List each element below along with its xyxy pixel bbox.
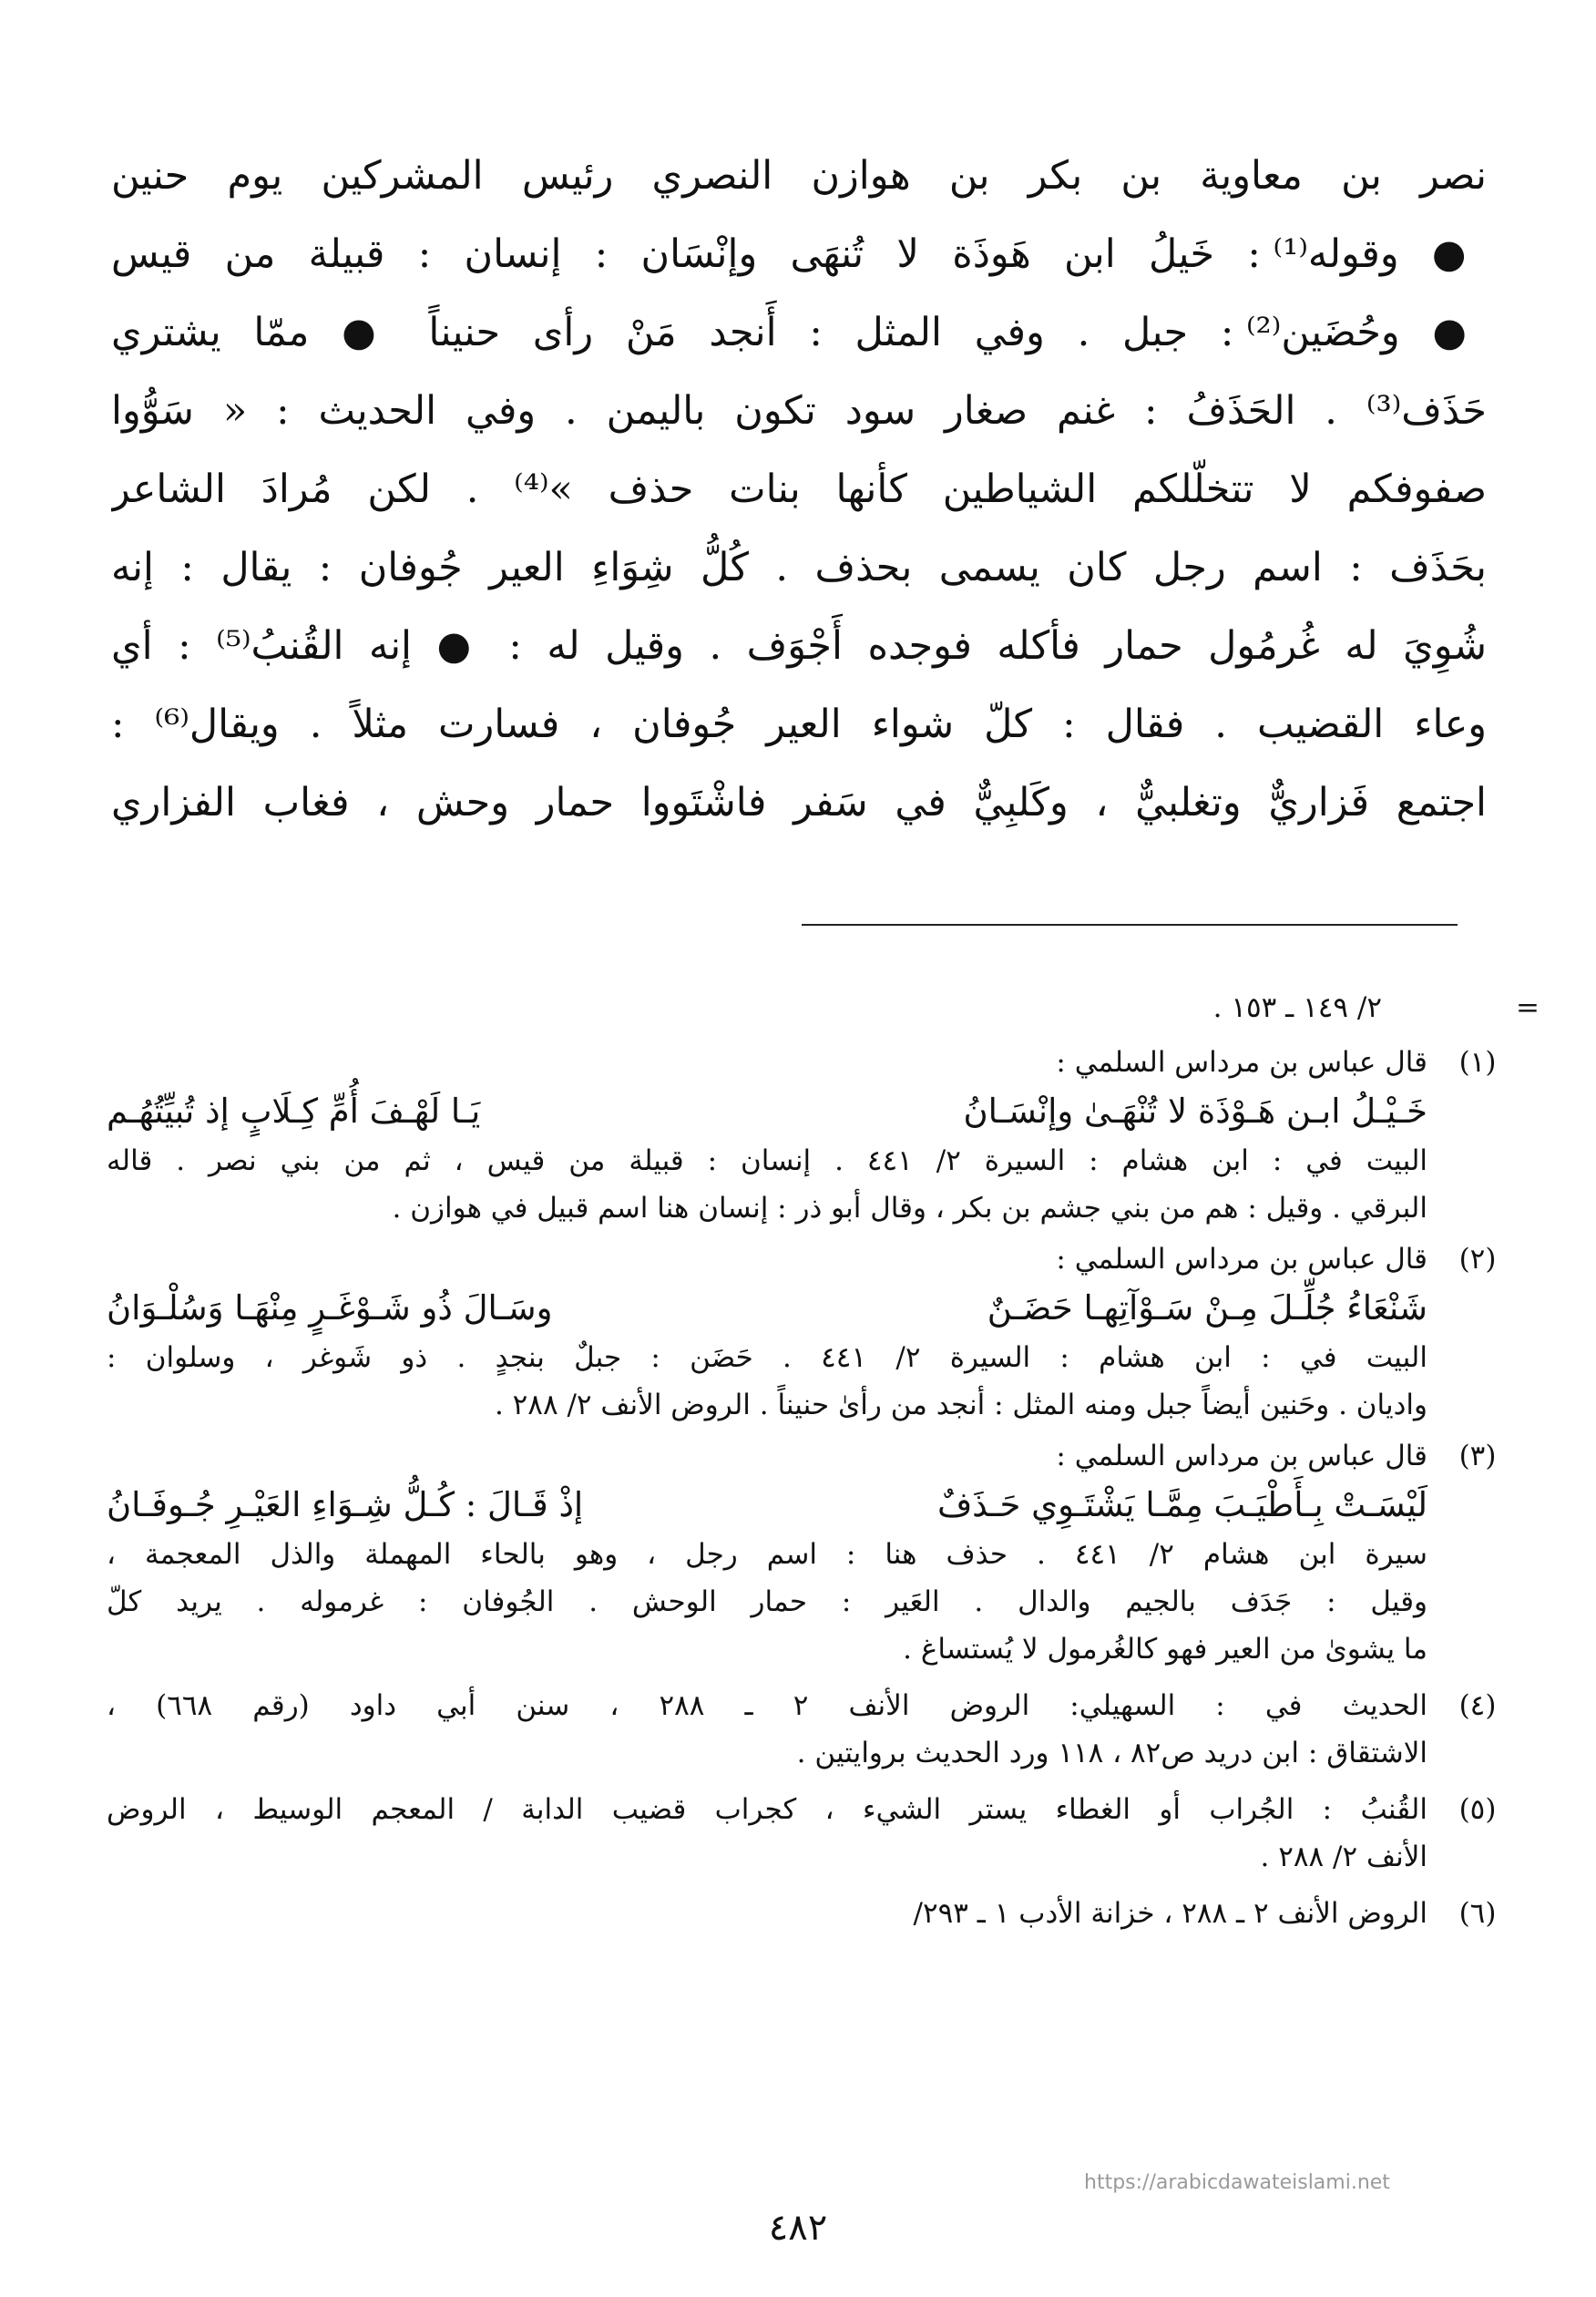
- page-number: ٤٨٢: [768, 2207, 828, 2249]
- main-text: [111, 137, 1487, 842]
- footnote-2: [107, 1236, 1509, 1429]
- footnote-number: (٦): [1458, 1897, 1497, 1930]
- footnote-line: سيرة ابن هشام ٢/ ٤٤١ . حذف هنا : اسم رجل ، وهو بالحاء المهملة والذل المعجمة ،: [107, 1538, 1427, 1571]
- footnote-intro: قال عباس بن مرداس السلمي :: [1056, 1046, 1427, 1079]
- footnote-1: [107, 1039, 1509, 1232]
- watermark-url: https://arabicdawateislami.net: [1084, 2171, 1390, 2194]
- footnote-intro: قال عباس بن مرداس السلمي :: [1056, 1243, 1427, 1276]
- footnote-number: (٤): [1458, 1689, 1497, 1722]
- footnote-line: الروض الأنف ٢ ـ ٢٨٨ ، خزانة الأدب ١ ـ ٢٩٣/: [913, 1897, 1427, 1930]
- main-text-line: وعاء القضيب . فقال : كلّ شواء العير جُوفان ، فسارت مثلاً . ويقال⁽⁶⁾ :: [111, 702, 1487, 747]
- footnote-separator: [802, 924, 1458, 926]
- footnote-line: واديان . وحَنين أيضاً جبل ومنه المثل : أنجد من رأىٰ حنيناً . الروض الأنف ٢/ ٢٨٨ .: [494, 1389, 1427, 1421]
- verse-hemistich-right: لَيْسَـتْ بِـأَطْيَـبَ مِمَّـا يَشْتَـوِي حَـذَفٌ: [936, 1485, 1427, 1524]
- footnote-line: ٢/ ١٤٩ ـ ١٥٣ .: [1212, 991, 1382, 1024]
- verse-hemistich-left: يَـا لَهْـفَ أُمِّ كِـلَابٍ إذ تُبيِّتُهُـم: [107, 1092, 481, 1131]
- verse-hemistich-left: وسَـالَ ذُو شَـوْغَـرٍ مِنْهَـا وَسُلْـوَانُ: [107, 1288, 553, 1328]
- footnote-number: (٥): [1458, 1793, 1497, 1826]
- footnote-line: الأنف ٢/ ٢٨٨ .: [1260, 1841, 1427, 1873]
- footnote-line: وقيل : جَدَف بالجيم والدال . العَير : حمار الوحش . الجُوفان : غرموله . يريد كلّ: [107, 1585, 1427, 1618]
- footnote-line: القُنبُ : الجُراب أو الغطاء يستر الشيء ، كجراب قضيب الدابة / المعجم الوسيط ، الروض: [107, 1793, 1427, 1826]
- footnote-number: (٢): [1458, 1243, 1497, 1276]
- verse-hemistich-right: شَنْعَاءُ جُلِّـلَ مِـنْ سَـوْآتِهـا حَضَـنٌ: [987, 1288, 1427, 1328]
- footnote-line: البيت في : ابن هشام : السيرة ٢/ ٤٤١ . حَضَن : جبلٌ بنجدٍ . ذو شَوغر ، وسلوان :: [107, 1341, 1427, 1374]
- footnote-6: [107, 1890, 1509, 1937]
- footnote-3: [107, 1432, 1509, 1673]
- footnotes: [107, 984, 1540, 1941]
- footnote-5: [107, 1786, 1509, 1881]
- footnote-number: (١): [1458, 1046, 1497, 1079]
- footnote-line: ما يشوىٰ من العير فهو كالغُرمول لا يُستساغ .: [903, 1633, 1427, 1666]
- main-text-line: ● وحُضَين⁽²⁾ : جبل . وفي المثل : أَنجد مَنْ رأى حنيناً ● ممّا يشتري: [111, 310, 1487, 355]
- main-text-line: حَذَف⁽³⁾ . الحَذَفُ : غنم صغار سود تكون باليمن . وفي الحديث : « سَوُّوا: [111, 388, 1487, 434]
- continuation-mark: =: [1516, 991, 1540, 1024]
- verse-hemistich-right: خَـيْـلُ ابـن هَـوْذَة لا تُنْهَـىٰ وإنْسَـانُ: [963, 1092, 1427, 1131]
- footnote-line: الاشتقاق : ابن دريد ص٨٢ ، ١١٨ ورد الحديث بروايتين .: [796, 1737, 1427, 1769]
- footnote-line: البيت في : ابن هشام : السيرة ٢/ ٤٤١ . إنسان : قبيلة من قيس ، ثم من بني نصر . قاله: [107, 1144, 1427, 1177]
- footnote-intro: قال عباس بن مرداس السلمي :: [1056, 1440, 1427, 1472]
- main-text-line: نصر بن معاوية بن بكر بن هوازن النصري رئيس المشركين يوم حنين: [111, 153, 1487, 199]
- verse-hemistich-left: إذْ قَـالَ : كُـلُّ شِـوَاءِ العَيْـرِ جُـوفَـانُ: [107, 1485, 584, 1524]
- main-text-line: اجتمع فَزاريٌّ وتغلبيٌّ ، وكَلبِيٌّ في سَفر فاشْتَووا حمار وحش ، فغاب الفزاري: [111, 780, 1487, 825]
- poem-verse: [107, 1283, 1427, 1334]
- main-text-line: شُوِيَ له غُرمُول حمار فأكله فوجده أَجْوَف . وقيل له : ● إنه القُنبُ⁽⁵⁾ : أي: [111, 623, 1487, 669]
- footnote-line: الحديث في : السهيلي: الروض الأنف ٢ ـ ٢٨٨ ، سنن أبي داود (رقم ٦٦٨) ،: [107, 1689, 1427, 1722]
- footnote-line: البرقي . وقيل : هم من بني جشم بن بكر ، وقال أبو ذر : إنسان هنا اسم قبيل في هوازن .: [392, 1192, 1427, 1225]
- footnote-4: [107, 1682, 1509, 1777]
- main-text-line: صفوفكم لا تتخلّلكم الشياطين كأنها بنات حذف »⁽⁴⁾ . لكن مُرادَ الشاعر: [111, 467, 1487, 512]
- poem-verse: [107, 1086, 1427, 1137]
- main-text-line: بحَذَف : اسم رجل كان يسمى بحذف . كُلُّ شِوَاءِ العير جُوفان : يقال : إنه: [111, 545, 1487, 590]
- poem-verse: [107, 1480, 1427, 1531]
- main-text-line: ● وقوله⁽¹⁾ : خَيلُ ابن هَوذَة لا تُنهَى وإنْسَان : إنسان : قبيلة من قيس: [111, 231, 1487, 277]
- footnote-continuation: [107, 984, 1540, 1031]
- footnote-number: (٣): [1458, 1440, 1497, 1472]
